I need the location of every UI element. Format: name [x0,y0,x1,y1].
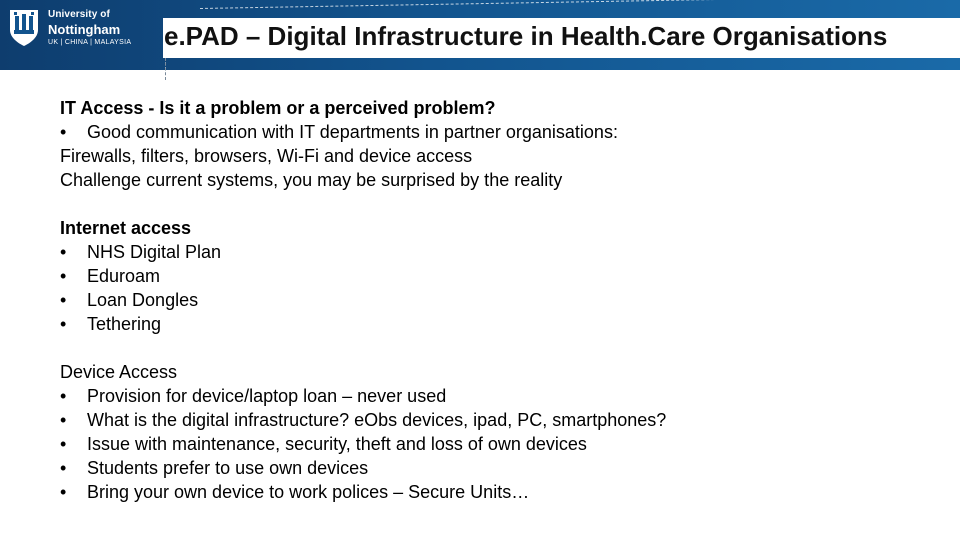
bullet-text: Good communication with IT departments in partner organisations: [87,122,618,142]
bullet-item [60,240,940,264]
bullet-text: NHS Digital Plan [87,242,222,262]
bullet-icon: • [60,122,67,142]
bullet-icon: • [60,410,67,430]
slide-title: e.PAD – Digital Infrastructure in Health.Care Organisations [163,18,960,58]
bullet-icon: • [60,482,67,502]
bullet-item [60,408,940,432]
logo-line-campuses: UK | CHINA | MALAYSIA [48,39,132,46]
bullet-text: Tethering [87,314,162,334]
bullet-item [60,288,940,312]
bullet-icon: • [60,386,67,406]
logo-line-university-of: University of [48,9,110,20]
bullet-item [60,384,940,408]
section-it-access [60,96,940,192]
decorative-vertical-line-lower [165,58,166,80]
bullet-text: Issue with maintenance, security, theft and loss of own devices [87,434,587,454]
section-heading: IT Access - Is it a problem or a perceived problem? [60,98,496,118]
body-line: Challenge current systems, you may be surprised by the reality [60,170,563,190]
bullet-icon: • [60,242,67,262]
university-crest-icon [8,8,40,48]
bullet-item [60,456,940,480]
body-line: Firewalls, filters, browsers, Wi-Fi and device access [60,146,473,166]
bullet-item [60,264,940,288]
section-device-access [60,360,940,504]
bullet-icon: • [60,314,67,334]
bullet-text: Eduroam [87,266,161,286]
bullet-item [60,432,940,456]
bullet-text: Provision for device/laptop loan – never used [87,386,447,406]
bullet-item [60,120,940,144]
bullet-text: What is the digital infrastructure? eObs devices, ipad, PC, smartphones? [87,410,667,430]
bullet-text: Bring your own device to work polices – Secure Units… [87,482,530,502]
slide-content [60,96,940,528]
bullet-icon: • [60,266,67,286]
university-logo [8,8,158,52]
bullet-text: Loan Dongles [87,290,199,310]
bullet-item [60,480,940,504]
section-heading: Device Access [60,362,178,382]
section-internet-access [60,216,940,336]
bullet-item [60,312,940,336]
bullet-icon: • [60,458,67,478]
logo-line-nottingham: Nottingham [48,22,121,37]
section-heading: Internet access [60,218,192,238]
bullet-text: Students prefer to use own devices [87,458,369,478]
bullet-icon: • [60,290,67,310]
bullet-icon: • [60,434,67,454]
decorative-dashed-line [200,0,960,9]
